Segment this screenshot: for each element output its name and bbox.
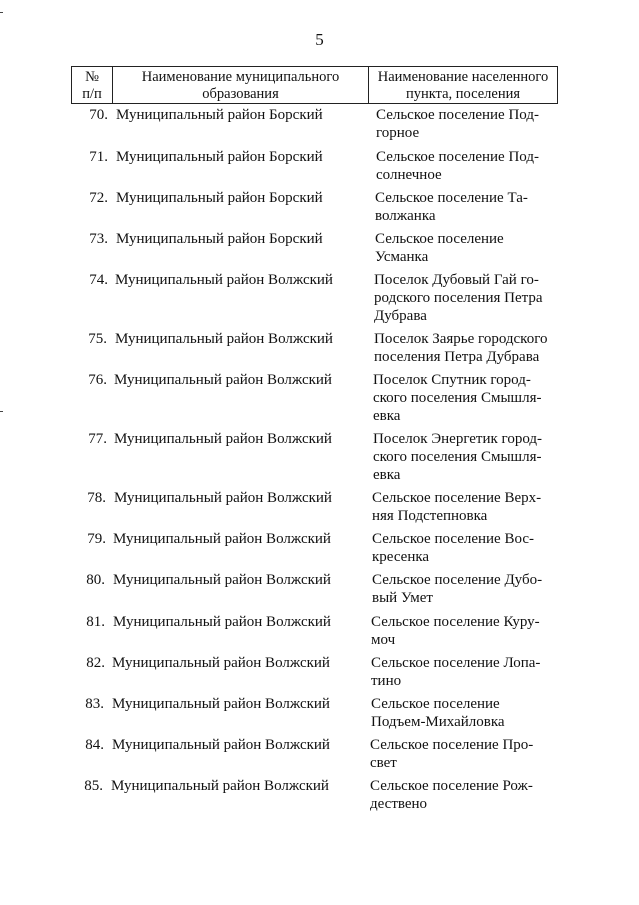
settlement-line: ского поселения Смышля- xyxy=(373,449,542,465)
settlement-line: Сельское поселение Лопа- xyxy=(371,655,541,671)
municipality-name: Муниципальный район Волжский xyxy=(112,655,330,671)
settlement-line: Сельское поселение Куру- xyxy=(371,614,540,630)
settlement-line: Сельское поселение Про- xyxy=(370,737,534,753)
settlement-line: горное xyxy=(376,125,420,141)
scan-artifact xyxy=(0,12,3,13)
header-settlement xyxy=(368,66,558,104)
municipality-name: Муниципальный район Волжский xyxy=(115,331,333,347)
header-num xyxy=(71,66,113,104)
header-num-line-1: № xyxy=(85,69,99,85)
settlement-line: евка xyxy=(373,467,401,483)
settlement-line: Сельское поселение Верх- xyxy=(372,490,542,506)
row-number: 74. xyxy=(89,272,108,288)
settlement-line: няя Подстепновка xyxy=(372,508,488,524)
header-municipality xyxy=(112,66,369,104)
settlement-line: свет xyxy=(370,755,397,771)
settlement-name xyxy=(375,189,565,225)
settlement-line: солнечное xyxy=(376,167,442,183)
settlement-name xyxy=(372,530,562,566)
municipality-name: Муниципальный район Волжский xyxy=(113,572,331,588)
municipality-name: Муниципальный район Волжский xyxy=(115,272,333,288)
settlement-name xyxy=(376,106,566,142)
page-number: 5 xyxy=(315,30,324,49)
municipality-name: Муниципальный район Борский xyxy=(116,107,323,123)
settlement-name xyxy=(371,613,561,649)
header-settlement-line-2: пункта, поселения xyxy=(405,86,521,102)
municipality-name: Муниципальный район Волжский xyxy=(114,372,332,388)
settlement-line: тино xyxy=(371,673,402,689)
scan-artifact xyxy=(0,411,3,412)
settlement-line: Усманка xyxy=(375,249,429,265)
settlement-name xyxy=(373,371,563,425)
header-municipality-line-1: Наименование муниципального xyxy=(141,69,340,85)
settlement-name xyxy=(374,271,564,325)
settlement-line: Сельское поселение Под- xyxy=(376,107,539,123)
settlement-name xyxy=(375,230,565,266)
header-num-line-2: п/п xyxy=(82,86,102,102)
settlement-line: Сельское поселение Под- xyxy=(376,149,539,165)
row-number: 83. xyxy=(85,696,104,712)
row-number: 72. xyxy=(89,190,108,206)
municipality-name: Муниципальный район Волжский xyxy=(114,490,332,506)
row-number: 75. xyxy=(88,331,107,347)
settlement-line: кресенка xyxy=(372,549,430,565)
row-number: 80. xyxy=(86,572,105,588)
settlement-line: Поселок Заярье городского xyxy=(374,331,548,347)
row-number: 79. xyxy=(87,531,106,547)
row-number: 81. xyxy=(86,614,105,630)
row-number: 85. xyxy=(84,778,103,794)
row-number: 70. xyxy=(89,107,108,123)
header-settlement-line-1: Наименование населенного xyxy=(377,69,549,85)
settlement-line: ского поселения Смышля- xyxy=(373,390,542,406)
row-number: 82. xyxy=(86,655,105,671)
settlement-line: Дубрава xyxy=(374,308,427,324)
row-number: 77. xyxy=(88,431,107,447)
settlement-line: Поселок Спутник город- xyxy=(373,372,531,388)
row-number: 73. xyxy=(89,231,108,247)
municipality-name: Муниципальный район Борский xyxy=(116,190,323,206)
settlement-line: Сельское поселение xyxy=(375,231,504,247)
settlement-line: дествено xyxy=(370,796,428,812)
settlement-line: Сельское поселение Дубо- xyxy=(372,572,543,588)
settlement-name xyxy=(371,695,561,731)
header-municipality-line-2: образования xyxy=(202,86,279,102)
municipality-name: Муниципальный район Волжский xyxy=(113,531,331,547)
settlement-line: Подъем-Михайловка xyxy=(371,714,505,730)
settlement-line: моч xyxy=(371,632,396,648)
municipality-name: Муниципальный район Борский xyxy=(116,149,323,165)
row-number: 76. xyxy=(88,372,107,388)
settlement-name xyxy=(376,148,566,184)
settlement-name xyxy=(371,654,561,690)
municipality-name: Муниципальный район Волжский xyxy=(112,696,330,712)
municipality-name: Муниципальный район Волжский xyxy=(112,737,330,753)
settlement-line: Поселок Дубовый Гай го- xyxy=(374,272,539,288)
municipality-name: Муниципальный район Волжский xyxy=(111,778,329,794)
settlement-line: волжанка xyxy=(375,208,436,224)
settlement-line: вый Умет xyxy=(372,590,433,606)
settlement-line: Сельское поселение Та- xyxy=(375,190,528,206)
settlement-name xyxy=(373,430,563,484)
municipality-name: Муниципальный район Волжский xyxy=(113,614,331,630)
municipality-name: Муниципальный район Волжский xyxy=(114,431,332,447)
settlement-line: родского поселения Петра xyxy=(374,290,543,306)
settlement-name xyxy=(372,571,562,607)
settlement-line: Сельское поселение Вос- xyxy=(372,531,534,547)
settlement-line: поселения Петра Дубрава xyxy=(374,349,540,365)
settlement-line: Сельское поселение xyxy=(371,696,500,712)
settlement-name xyxy=(370,777,560,813)
settlement-name xyxy=(374,330,564,366)
settlement-line: евка xyxy=(373,408,401,424)
settlement-name xyxy=(370,736,560,772)
settlement-name xyxy=(372,489,562,525)
municipality-name: Муниципальный район Борский xyxy=(116,231,323,247)
row-number: 84. xyxy=(85,737,104,753)
settlement-line: Сельское поселение Рож- xyxy=(370,778,533,794)
row-number: 71. xyxy=(89,149,108,165)
row-number: 78. xyxy=(87,490,106,506)
settlement-line: Поселок Энергетик город- xyxy=(373,431,543,447)
